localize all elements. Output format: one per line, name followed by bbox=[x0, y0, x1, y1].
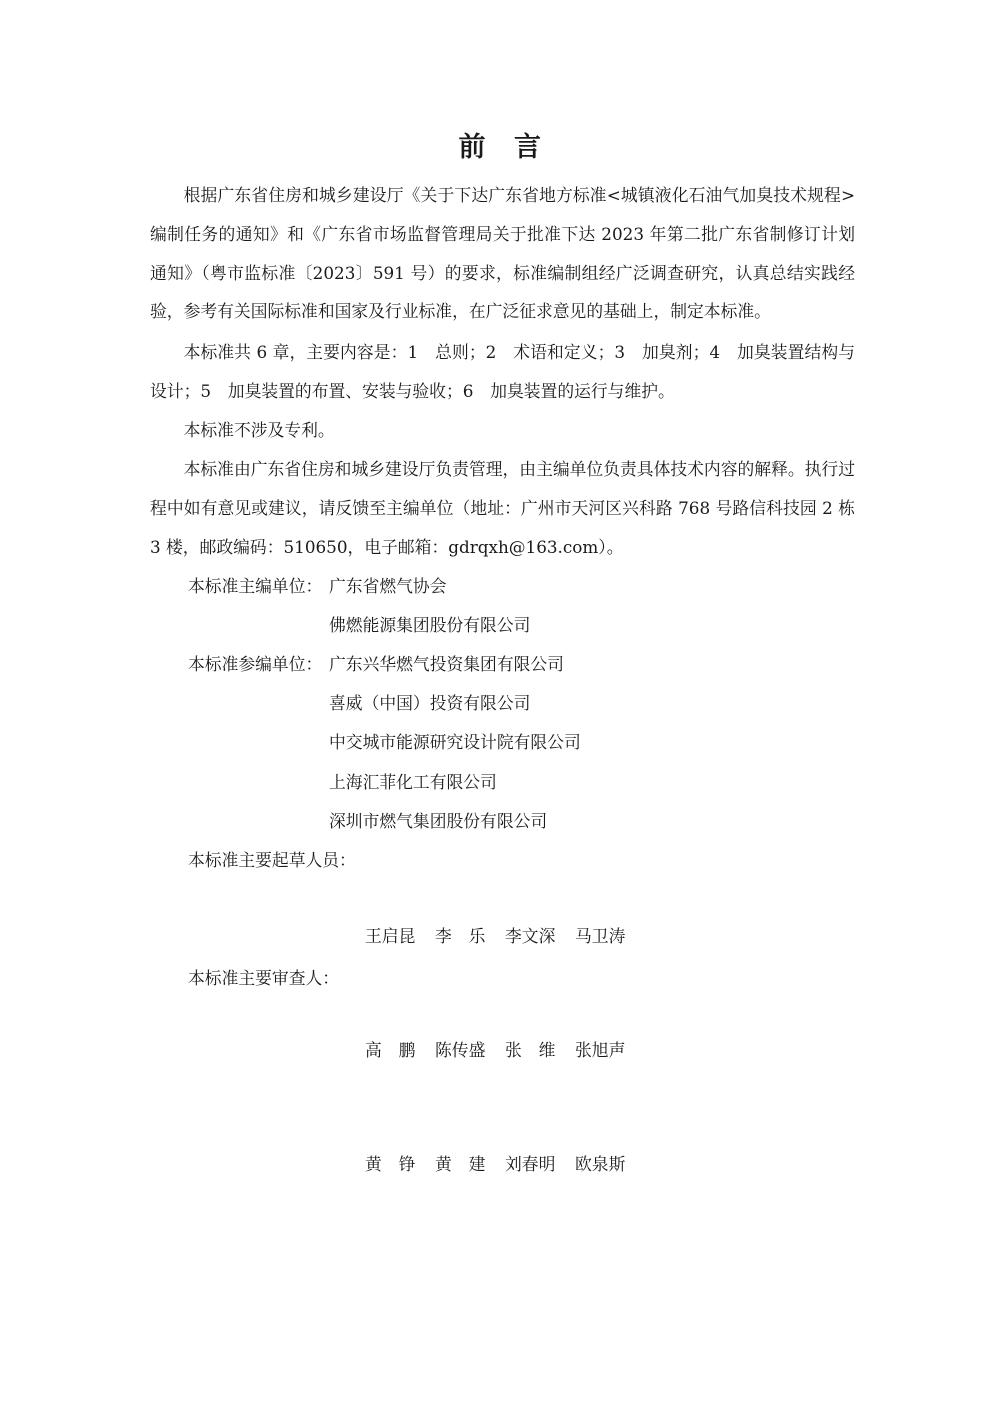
drafters-row bbox=[365, 1145, 645, 1183]
paragraph-chapters: 本标准共 6 章，主要内容是：1 总则；2 术语和定义；3 加臭剂；4 加臭装置结构与设计；5 加臭装置的布置、安装与验收；6 加臭装置的运行与维护。 bbox=[150, 342, 855, 401]
drafter-name: 陈传盛 bbox=[435, 1040, 486, 1060]
drafter-name: 欧泉斯 bbox=[575, 1154, 626, 1174]
participating-editor-unit: 喜威（中国）投资有限公司 bbox=[329, 693, 531, 713]
drafters-row bbox=[365, 917, 645, 955]
drafter-name: 张 维 bbox=[505, 1040, 556, 1060]
drafter-name: 张旭声 bbox=[575, 1040, 626, 1060]
title-char-1: 前 bbox=[458, 132, 486, 163]
drafter-name: 李 乐 bbox=[435, 926, 486, 946]
drafter-name: 马卫涛 bbox=[575, 926, 626, 946]
chief-editor-unit: 佛燃能源集团股份有限公司 bbox=[329, 615, 531, 635]
paragraph-management: 本标准由广东省住房和城乡建设厅负责管理，由主编单位负责具体技术内容的解释。执行过程中如有意见或建议，请反馈至主编单位（地址：广州市天河区兴科路 768 号路信科技园 2 栋 3 楼，邮政编码：510650，电子邮箱：gdrqxh@163.com）。 bbox=[150, 459, 855, 557]
chief-editor-unit: 广东省燃气协会 bbox=[329, 576, 447, 596]
drafter-name: 李文深 bbox=[505, 926, 556, 946]
participating-editor-label: 本标准参编单位： bbox=[188, 654, 323, 674]
participating-editor-unit: 深圳市燃气集团股份有限公司 bbox=[329, 811, 548, 831]
drafters-row bbox=[365, 1031, 645, 1069]
participating-editor-unit: 上海汇菲化工有限公司 bbox=[329, 772, 497, 792]
drafters-list bbox=[365, 841, 645, 1221]
participating-editor-unit: 中交城市能源研究设计院有限公司 bbox=[329, 732, 581, 752]
paragraph-patent: 本标准不涉及专利。 bbox=[183, 420, 335, 440]
drafter-name: 黄 铮 bbox=[365, 1154, 416, 1174]
drafter-name: 刘春明 bbox=[505, 1154, 556, 1174]
paragraph-basis: 根据广东省住房和城乡建设厅《关于下达广东省地方标准<城镇液化石油气加臭技术规程>编制任务的通知》和《广东省市场监督管理局关于批准下达 2023 年第二批广东省制修订计划通知》（粤市监标准〔2023〕591 号）的要求，标准编制组经广泛调查研究，认真总结实践经验，参考有关国际标准和国家及行业标准，在广泛征求意见的基础上，制定本标准。 bbox=[150, 185, 855, 322]
drafter-name: 王启昆 bbox=[365, 926, 416, 946]
drafter-name: 高 鹏 bbox=[365, 1040, 416, 1060]
chief-editor-label: 本标准主编单位： bbox=[188, 576, 323, 596]
drafters-label: 本标准主要起草人员： bbox=[188, 850, 356, 870]
title-char-2: 言 bbox=[514, 132, 542, 163]
drafter-name: 黄 建 bbox=[435, 1154, 486, 1174]
page-title bbox=[0, 128, 1000, 168]
reviewers-label: 本标准主要审查人： bbox=[188, 968, 340, 988]
participating-editor-unit: 广东兴华燃气投资集团有限公司 bbox=[329, 654, 564, 674]
